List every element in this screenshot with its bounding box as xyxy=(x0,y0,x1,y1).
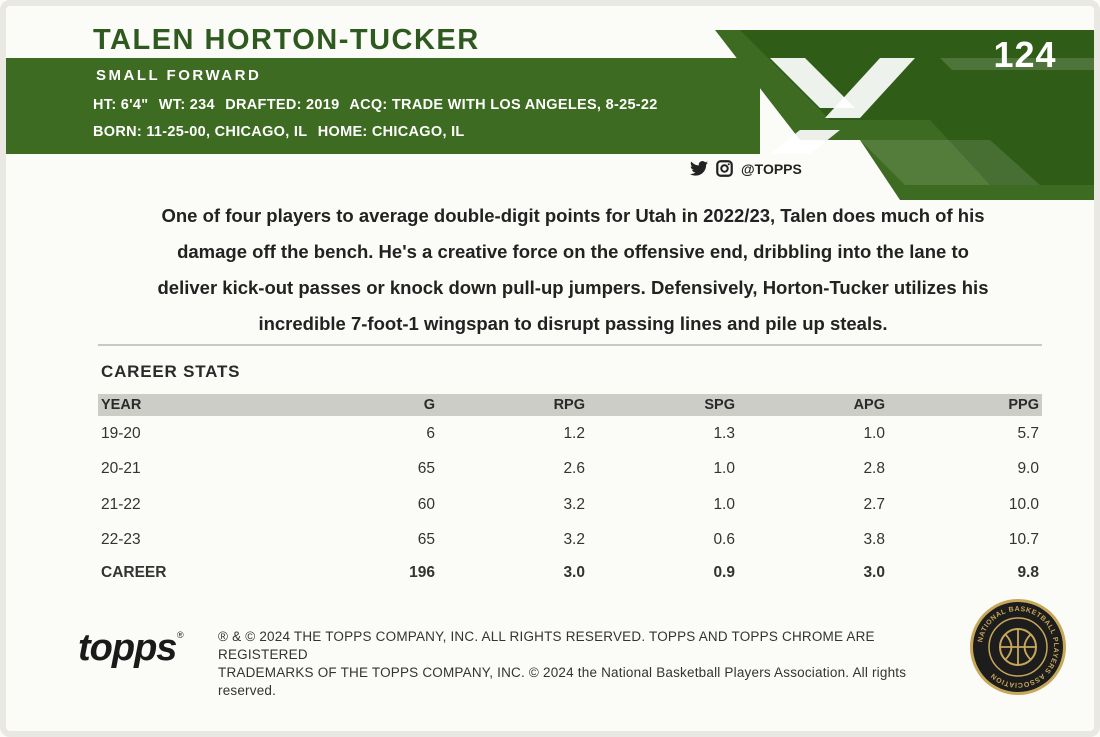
table-cell: 20-21 xyxy=(101,460,141,478)
drafted: DRAFTED: 2019 xyxy=(225,97,340,113)
table-cell: 3.0 xyxy=(863,564,885,581)
weight: WT: 234 xyxy=(158,97,215,113)
legal-line: TRADEMARKS OF THE TOPPS COMPANY, INC. © 2024 the National Basketball Players Association. All rights reserved. xyxy=(218,665,907,698)
column-header: YEAR xyxy=(98,394,238,416)
table-cell: 19-20 xyxy=(101,424,141,442)
table-cell: 65 xyxy=(417,460,435,478)
career-totals-row xyxy=(98,558,1042,588)
column-header: PPG xyxy=(888,394,1042,416)
stats-title: CAREER STATS xyxy=(101,362,241,381)
column-header: SPG xyxy=(588,394,738,416)
table-cell: 9.8 xyxy=(1017,564,1039,581)
table-cell: CAREER xyxy=(101,564,167,581)
twitter-icon xyxy=(690,161,708,176)
instagram-icon xyxy=(716,160,733,177)
social-handle: @TOPPS xyxy=(741,160,802,177)
legal-notice xyxy=(218,628,958,700)
career-stats-table xyxy=(98,394,1042,588)
table-cell: 2.7 xyxy=(863,495,885,513)
svg-text:®: ® xyxy=(177,630,184,640)
table-cell: 6 xyxy=(426,424,435,442)
column-header: G xyxy=(238,394,438,416)
player-position: SMALL FORWARD xyxy=(96,67,262,84)
table-cell: 1.0 xyxy=(863,424,885,442)
player-name: TALEN HORTON-TUCKER xyxy=(93,24,480,56)
table-cell: 10.7 xyxy=(1008,531,1039,549)
table-cell: 21-22 xyxy=(101,495,141,513)
table-cell: 65 xyxy=(417,531,435,549)
table-cell: 1.0 xyxy=(713,495,735,513)
table-row xyxy=(98,452,1042,488)
bio-line: incredible 7-foot-1 wingspan to disrupt passing lines and pile up steals. xyxy=(258,313,888,334)
table-header-row xyxy=(98,394,1042,416)
table-cell: 196 xyxy=(409,564,435,581)
bio-info-line-1 xyxy=(93,97,664,113)
svg-text:NATIONAL BASKETBALL PLAYERS AS: NATIONAL BASKETBALL PLAYERS ASSOCIATION xyxy=(977,605,1060,689)
svg-text:topps: topps xyxy=(78,627,177,669)
topps-logo xyxy=(76,620,188,670)
table-cell: 10.0 xyxy=(1008,495,1039,513)
table-cell: 1.0 xyxy=(713,460,735,478)
home: HOME: CHICAGO, IL xyxy=(317,124,465,140)
legal-line: ® & © 2024 THE TOPPS COMPANY, INC. ALL RIGHTS RESERVED. TOPPS AND TOPPS CHROME ARE REGISTERED xyxy=(218,629,875,662)
table-cell: 2.6 xyxy=(563,460,585,478)
table-row xyxy=(98,416,1042,452)
social-handles xyxy=(690,160,802,177)
column-header: RPG xyxy=(438,394,588,416)
born: BORN: 11-25-00, CHICAGO, IL xyxy=(93,124,308,140)
table-cell: 3.2 xyxy=(563,495,585,513)
card-number: 124 xyxy=(993,34,1057,75)
bio-info-line-2 xyxy=(93,124,471,140)
table-cell: 22-23 xyxy=(101,531,141,549)
bio-line: deliver kick-out passes or knock down pull-up jumpers. Defensively, Horton-Tucker utilizes his xyxy=(157,277,989,298)
table-cell: 3.8 xyxy=(863,531,885,549)
table-cell: 9.0 xyxy=(1017,460,1039,478)
table-cell: 2.8 xyxy=(863,460,885,478)
table-row xyxy=(98,487,1042,523)
column-header: APG xyxy=(738,394,888,416)
nbpa-seal-icon xyxy=(968,597,1068,697)
table-cell: 1.2 xyxy=(563,424,585,442)
acquired: ACQ: TRADE WITH LOS ANGELES, 8-25-22 xyxy=(349,97,658,113)
bio-line: One of four players to average double-digit points for Utah in 2022/23, Talen does much of his xyxy=(161,205,985,226)
table-row xyxy=(98,523,1042,559)
table-cell: 3.2 xyxy=(563,531,585,549)
bio-line: damage off the bench. He's a creative force on the offensive end, dribbling into the lane to xyxy=(177,241,969,262)
height: HT: 6'4" xyxy=(93,97,149,113)
table-cell: 1.3 xyxy=(713,424,735,442)
table-cell: 60 xyxy=(417,495,435,513)
table-cell: 3.0 xyxy=(563,564,585,581)
table-cell: 0.6 xyxy=(713,531,735,549)
table-cell: 5.7 xyxy=(1017,424,1039,442)
divider xyxy=(98,344,1042,346)
player-bio xyxy=(108,198,1038,342)
table-cell: 0.9 xyxy=(713,564,735,581)
